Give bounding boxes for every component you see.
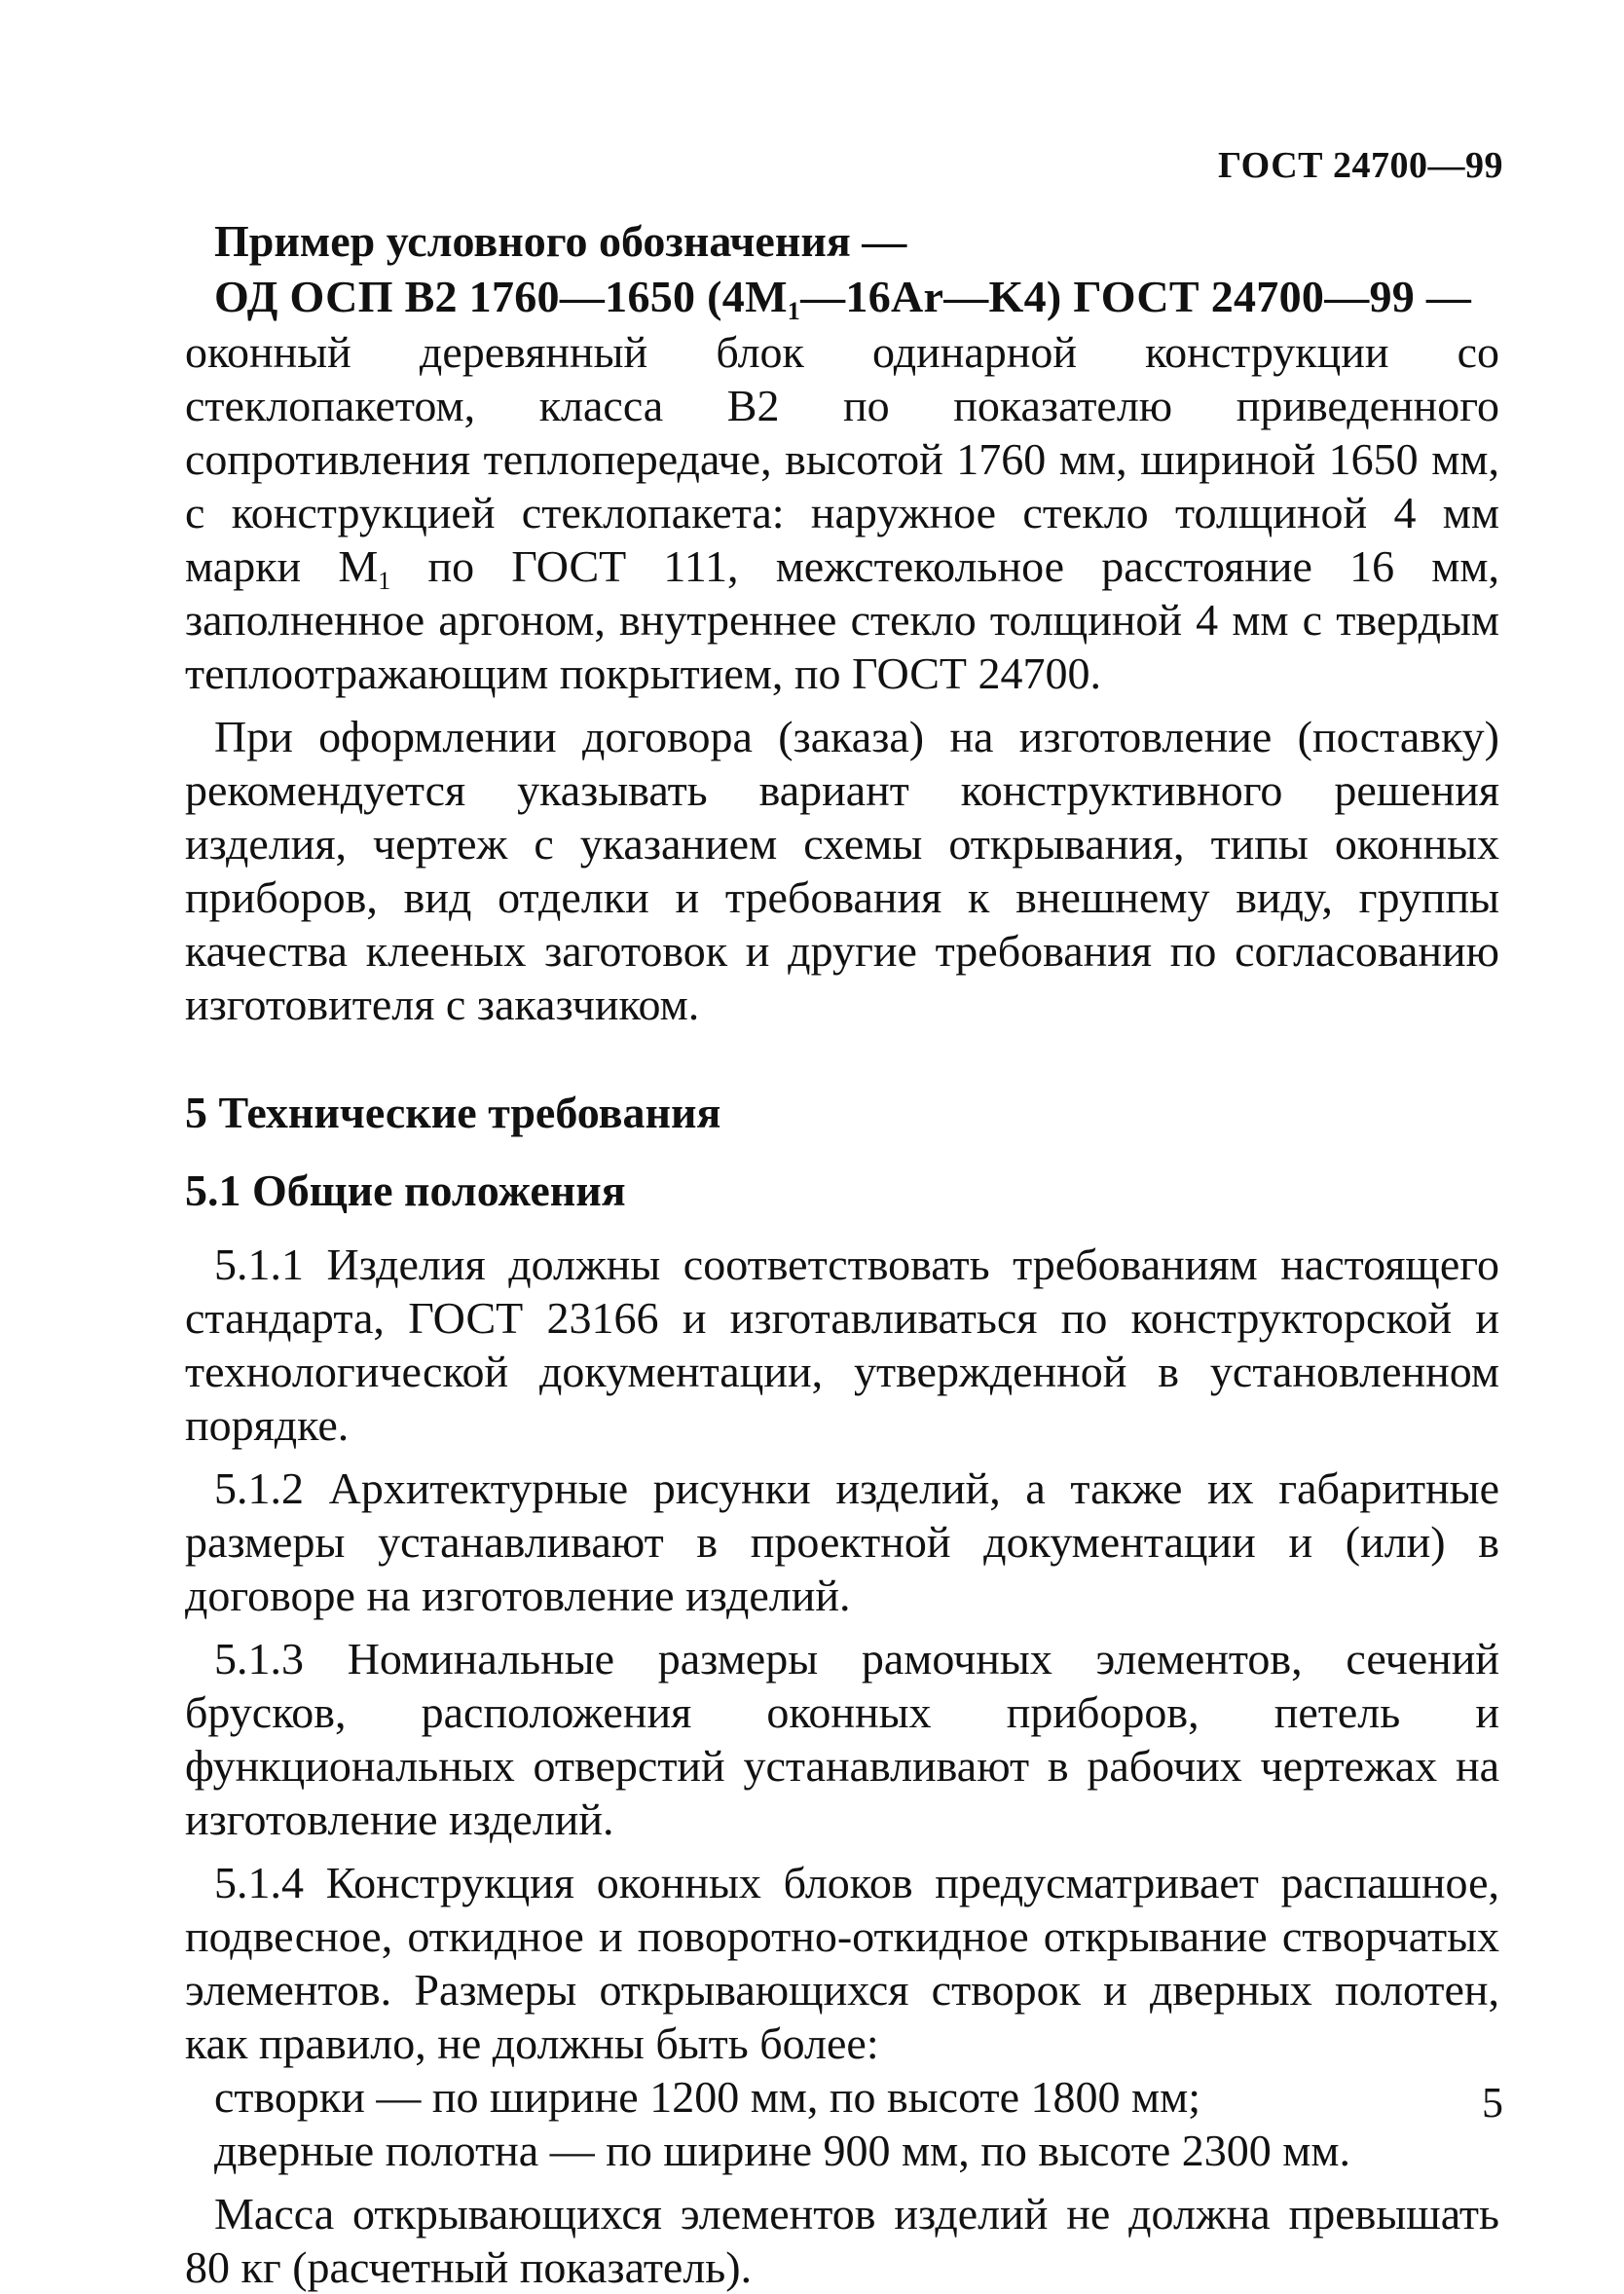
explanation-part-1: оконный деревянный блок одинарной конструкции со стеклопакетом, класса В2 по показателю приведенного сопротивления теплопередаче, высотой 1760 мм, шириной 1650 мм, с конструкцией стеклопакета: наружное стекло толщиной 4 мм марки М bbox=[185, 327, 1499, 591]
clause-5-1-3: 5.1.3 Номинальные размеры рамочных элементов, сечений брусков, расположения оконных приборов, петель и функциональных отверстий устанавливают в рабочих чертежах на изготовление изделий. bbox=[185, 1634, 1499, 1844]
example-designation bbox=[185, 270, 1499, 323]
section-title: 5 Технические требования bbox=[185, 1088, 721, 1137]
clause-5-1-2: 5.1.2 Архитектурные рисунки изделий, а также их габаритные размеры устанавливают в проектной документации и (или) в договоре на изготовление изделий. bbox=[185, 1463, 1499, 1620]
document-header: ГОСТ 24700—99 bbox=[1217, 145, 1503, 186]
size-limit-sashes: створки — по ширине 1200 мм, по высоте 1800 мм; bbox=[214, 2072, 1200, 2122]
subsection-title: 5.1 Общие положения bbox=[185, 1166, 626, 1215]
size-limit-door-leaves: дверные полотна — по ширине 900 мм, по высоте 2300 мм. bbox=[214, 2126, 1351, 2175]
example-title: Пример условного обозначения — bbox=[214, 216, 907, 266]
order-paragraph: При оформлении договора (заказа) на изготовление (поставку) рекомендуется указывать вариант конструктивного решения изделия, чертеж с указанием схемы открывания, типы оконных приборов, вид отделки и требования к внешнему виду, группы качества клееных заготовок и другие требования по согласованию изготовителя с заказчиком. bbox=[185, 712, 1499, 1029]
explanation-subscript: 1 bbox=[378, 567, 391, 595]
designation-subscript: 1 bbox=[787, 297, 801, 325]
page-number: 5 bbox=[1482, 2079, 1503, 2127]
clause-5-1-1: 5.1.1 Изделия должны соответствовать требованиям настоящего стандарта, ГОСТ 23166 и изготавливаться по конструкторской и технологической документации, утвержденной в установленном порядке. bbox=[185, 1240, 1499, 1450]
example-explanation bbox=[185, 325, 1499, 700]
clause-5-1-4: 5.1.4 Конструкция оконных блоков предусматривает распашное, подвесное, откидное и поворотно-откидное открывание створчатых элементов. Размеры открывающихся створок и дверных полотен, как правило, не должны быть более: bbox=[185, 1858, 1499, 2068]
designation-prefix: ОД ОСП В2 1760—1650 (4М bbox=[214, 272, 788, 321]
page-content bbox=[185, 214, 1499, 2294]
designation-suffix: —16Ar—K4) ГОСТ 24700—99 — bbox=[800, 272, 1472, 321]
mass-note: Масса открывающихся элементов изделий не должна превышать 80 кг (расчетный показатель). bbox=[185, 2189, 1499, 2292]
explanation-part-2: по ГОСТ 111, межстекольное расстояние 16 мм, заполненное аргоном, внутреннее стекло толщиной 4 мм с твердым теплоотражающим покрытием, по ГОСТ 24700. bbox=[185, 541, 1499, 698]
